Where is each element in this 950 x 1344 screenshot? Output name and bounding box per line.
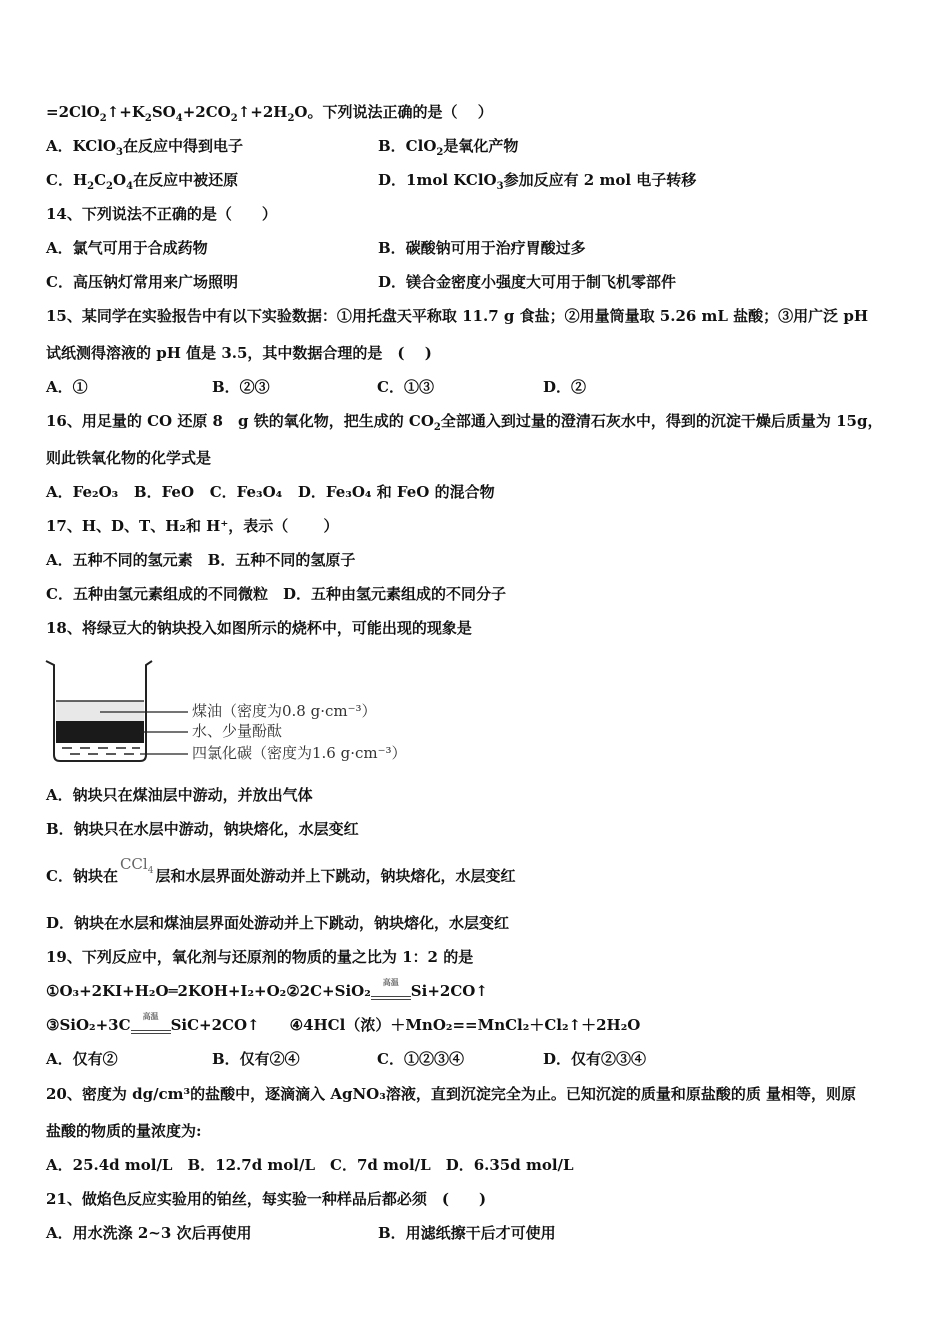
q19-option-a: A．仅有② bbox=[46, 1050, 118, 1068]
q18-option-b: B．钠块只在水层中游动，钠块熔化，水层变红 bbox=[46, 820, 359, 838]
q20-stem-line2: 盐酸的物质的量浓度为: bbox=[46, 1122, 202, 1140]
q15-option-a: A．① bbox=[46, 378, 88, 396]
q16-option-a: A．Fe₂O₃ bbox=[46, 483, 119, 501]
label-kerosene: 煤油（密度为0.8 g·cm⁻³） bbox=[192, 702, 377, 720]
q21-option-b: B．用滤纸擦干后才可使用 bbox=[378, 1224, 556, 1242]
q14-stem: 14、下列说法不正确的是（ ） bbox=[46, 205, 277, 223]
q19-option-b: B．仅有②④ bbox=[212, 1050, 300, 1068]
q18-stem: 18、将绿豆大的钠块投入如图所示的烧杯中，可能出现的现象是 bbox=[46, 619, 472, 637]
q19-option-d: D．仅有②③④ bbox=[543, 1050, 647, 1068]
q16-options bbox=[46, 482, 495, 502]
water-layer bbox=[56, 721, 144, 743]
q15-option-b: B．②③ bbox=[212, 378, 270, 396]
q16-stem-line2: 则此铁氧化物的化学式是 bbox=[46, 449, 212, 467]
q16-stem-line1: 16、用足量的 CO 还原 8 g 铁的氧化物，把生成的 $CO_2$全部通入到过量的澄清石灰水中，得到的沉淀干燥后质量为 15g， bbox=[46, 412, 883, 433]
q18-option-c: C．钠块在CCl$_4$ 层和水层界面处游动并上下跳动，钠块熔化，水层变红 bbox=[46, 855, 516, 885]
ccl4-layer bbox=[62, 748, 140, 754]
q19-reactions-1-2: ①O₃+2KI+H₂O═2KOH+I₂+O₂②2C+SiO₂ 高温 Si+2CO↑ bbox=[46, 977, 488, 1000]
q18-option-a: A．钠块只在煤油层中游动，并放出气体 bbox=[46, 786, 313, 804]
label-ccl4: 四氯化碳（密度为1.6 g·cm⁻³） bbox=[192, 744, 407, 762]
q17-stem: 17、H、D、T、H₂和 H⁺，表示（ ） bbox=[46, 517, 339, 535]
q15-option-c: C．①③ bbox=[377, 378, 434, 396]
q16-option-b: B．FeO bbox=[133, 483, 195, 501]
q15-option-d: D．② bbox=[543, 378, 587, 396]
q20-options: A．25.4d mol/L B．12.7d mol/L C．7d mol/L D．6.35d mol/L bbox=[46, 1156, 574, 1174]
q13-option-a: A．KClO$_3$在反应中得到电子 bbox=[46, 137, 243, 158]
kerosene-layer bbox=[56, 701, 144, 721]
q14-option-b: B．碳酸钠可用于治疗胃酸过多 bbox=[378, 239, 586, 257]
q17-options-cd: C．五种由氢元素组成的不同微粒 D．五种由氢元素组成的不同分子 bbox=[46, 585, 506, 603]
q19-reactions-3-4: ③SiO₂+3C 高温 SiC+2CO↑ ④4HCl（浓）＋MnO₂==MnCl₂＋Cl₂↑＋2H₂O bbox=[46, 1011, 641, 1034]
q21-stem: 21、做焰色反应实验用的铂丝，每实验一种样品后都必须 ( ) bbox=[46, 1190, 487, 1208]
high-temp-arrow: 高温 bbox=[371, 985, 411, 999]
q19-option-c: C．①②③④ bbox=[377, 1050, 464, 1068]
q21-option-a: A．用水洗涤 2~3 次后再使用 bbox=[46, 1224, 252, 1242]
q13-option-d: D．1mol KClO$_3$参加反应有 2 mol 电子转移 bbox=[378, 171, 697, 192]
q18-option-d: D．钠块在水层和煤油层界面处游动并上下跳动，钠块熔化，水层变红 bbox=[46, 914, 510, 932]
q16-option-d: D．Fe₃O₄ 和 FeO 的混合物 bbox=[297, 483, 495, 501]
q19-stem: 19、下列反应中，氧化剂与还原剂的物质的量之比为 1：2 的是 bbox=[46, 948, 474, 966]
q14-option-c: C．高压钠灯常用来广场照明 bbox=[46, 273, 238, 291]
q13-option-c: C．$H_2C_2O_4$在反应中被还原 bbox=[46, 171, 239, 192]
q20-stem-line1: 20、密度为 dg/cm³的盐酸中，逐滴滴入 AgNO₃溶液，直到沉淀完全为止。已知沉淀的质量和原盐酸的质 量相等，则原 bbox=[46, 1085, 857, 1103]
q14-option-a: A．氯气可用于合成药物 bbox=[46, 239, 208, 257]
ccl4-formula: CCl$_4$ bbox=[119, 855, 154, 876]
q14-option-d: D．镁合金密度小强度大可用于制飞机零部件 bbox=[378, 273, 677, 291]
label-water: 水、少量酚酞 bbox=[192, 722, 283, 740]
q13-option-b: B．ClO$_2$是氧化产物 bbox=[378, 137, 519, 158]
high-temp-arrow: 高温 bbox=[131, 1019, 171, 1033]
q15-stem-line1: 15、某同学在实验报告中有以下实验数据：①用托盘天平称取 11.7 g 食盐；②用量筒量取 5.26 mL 盐酸；③用广泛 pH bbox=[46, 307, 869, 325]
q13-equation-tail: $=2ClO_2↑+K_2SO_4+2CO_2↑+2H_2O$。下列说法正确的是（ ） bbox=[46, 103, 493, 124]
q16-option-c: C．Fe₃O₄ bbox=[209, 483, 283, 501]
q15-stem-line2: 试纸测得溶液的 pH 值是 3.5，其中数据合理的是 ( ) bbox=[46, 344, 432, 362]
q17-options-ab: A．五种不同的氢元素 B．五种不同的氢原子 bbox=[46, 551, 356, 569]
